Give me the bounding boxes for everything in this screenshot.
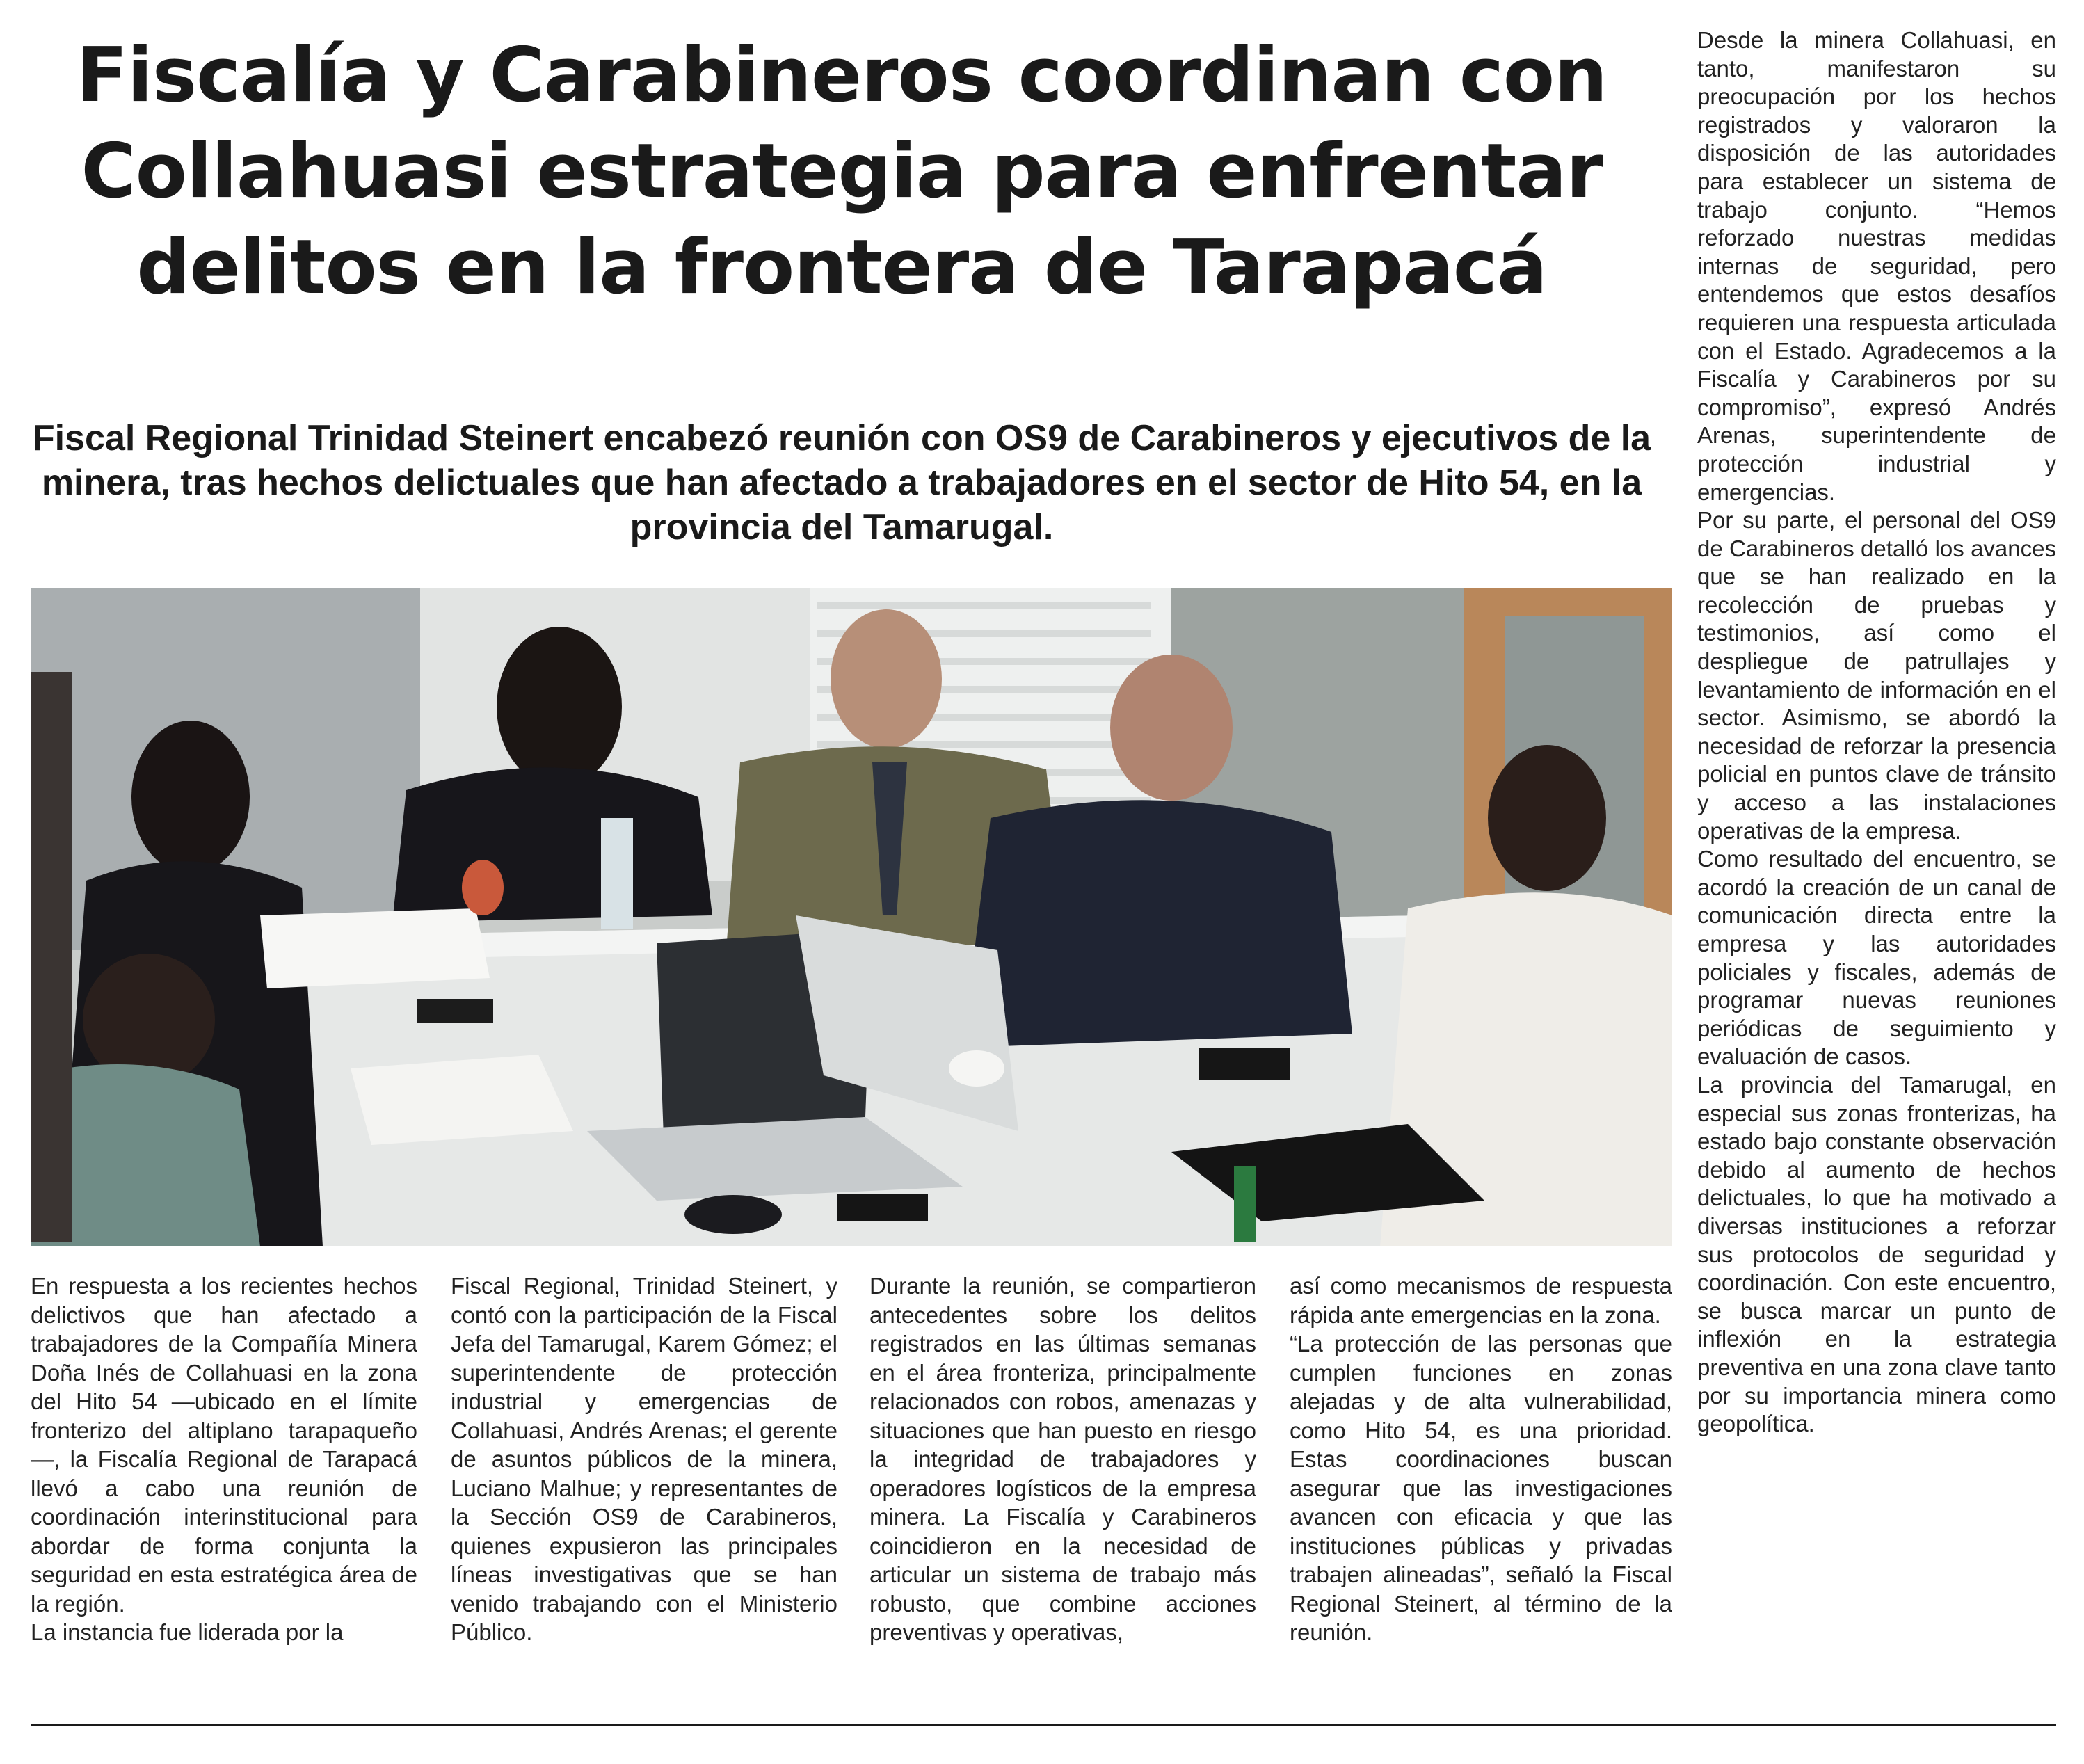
body-paragraph: La instancia fue liderada por la (31, 1619, 344, 1645)
body-paragraph: En respuesta a los recientes hechos delictivos que han afectado a trabajadores de la Compañía Minera Doña Inés de Collahuasi en la zona del Hito 54 —ubicado en el límite fronterizo del altiplano tarapaqueño—, la Fiscalía Regional de Tarapacá llevó a cabo una reunión de coordinación interinstitucional para abordar de forma conjunta la seguridad en esta estratégica área de la región. (31, 1273, 417, 1617)
body-paragraph: Durante la reunión, se compartieron antecedentes sobre los delitos registrados en las últimas semanas en el área fronteriza, principalmente relacionados con robos, amenazas y situaciones que han puesto en riesgo la integridad de trabajadores y operadores logísticos de la empresa minera. La Fiscalía y Carabineros coincidieron en la necesidad de articular un sistema de trabajo más robusto, que combine acciones preventivas y operativas, (869, 1273, 1256, 1645)
bottom-rule (31, 1724, 2056, 1726)
body-column-3 (869, 1272, 1256, 1647)
body-paragraph: Como resultado del encuentro, se acordó la creación de un canal de comunicación directa entre la empresa y las autoridades policiales y fiscales, además de programar nuevas reuniones periódicas de seguimiento y evaluación de casos. (1697, 846, 2056, 1070)
body-column-2 (451, 1272, 837, 1647)
body-column-1 (31, 1272, 417, 1647)
meeting-photo-illustration (31, 588, 1672, 1246)
body-column-4 (1290, 1272, 1672, 1647)
quote-paragraph: “La protección de las personas que cumplen funciones en zonas alejadas y de alta vulnerabilidad, como Hito 54, es una prioridad. Estas coordinaciones buscan asegurar que las investigaciones avancen con eficacia y que las instituciones públicas y privadas trabajen alineadas”, señaló la Fiscal Regional Steinert, al término de la reunión. (1290, 1331, 1672, 1645)
body-paragraph: Por su parte, el personal del OS9 de Carabineros detalló los avances que se han realizado en la recolección de pruebas y testimonios, así como el despliegue de patrullajes y levantamiento de información en el sector. Asimismo, se abordó la necesidad de reforzar la presencia policial en puntos clave de tránsito y acceso a las instalaciones operativas de la empresa. (1697, 507, 2056, 844)
meeting-photo (31, 588, 1672, 1246)
body-paragraph: así como mecanismos de respuesta rápida ante emergencias en la zona. (1290, 1273, 1672, 1328)
body-paragraph: Desde la minera Collahuasi, en tanto, manifestaron su preocupación por los hechos registrados y valoraron la disposición de las autoridades para establecer un sistema de trabajo conjunto. “Hemos reforzado nuestras medidas internas de seguridad, pero entendemos que estos desafíos requieren una respuesta articulada con el Estado. Agradecemos a la Fiscalía y Carabineros por su compromiso”, expresó Andrés Arenas, superintendente de protección industrial y emergencias. (1697, 27, 2056, 505)
body-paragraph: Fiscal Regional, Trinidad Steinert, y contó con la participación de la Fiscal Jefa del Tamarugal, Karem Gómez; el superintendente de protección industrial y emergencias de Collahuasi, Andrés Arenas; el gerente de asuntos públicos de la minera, Luciano Malhue; y representantes de la Sección OS9 de Carabineros, quienes expusieron las principales líneas investigativas que se han venido trabajando con el Ministerio Público. (451, 1273, 837, 1645)
subheadline: Fiscal Regional Trinidad Steinert encabezó reunión con OS9 de Carabineros y ejecutivos de la minera, tras hechos delictuales que han afectado a trabajadores en el sector de Hito 54, en la provincia del Tamarugal. (32, 418, 1651, 547)
headline: Fiscalía y Carabineros coordinan con Collahuasi estrategia para enfrentar delitos en la frontera de Tarapacá (77, 32, 1607, 311)
side-column (1697, 26, 2056, 1438)
body-paragraph: La provincia del Tamarugal, en especial sus zonas fronterizas, ha estado bajo constante observación debido al aumento de hechos delictuales, lo que ha motivado a diversas instituciones a reforzar sus protocolos de seguridad y coordinación. Con este encuentro, se busca marcar un punto de inflexión en la estrategia preventiva en una zona clave tanto por su importancia minera como geopolítica. (1697, 1071, 2056, 1437)
